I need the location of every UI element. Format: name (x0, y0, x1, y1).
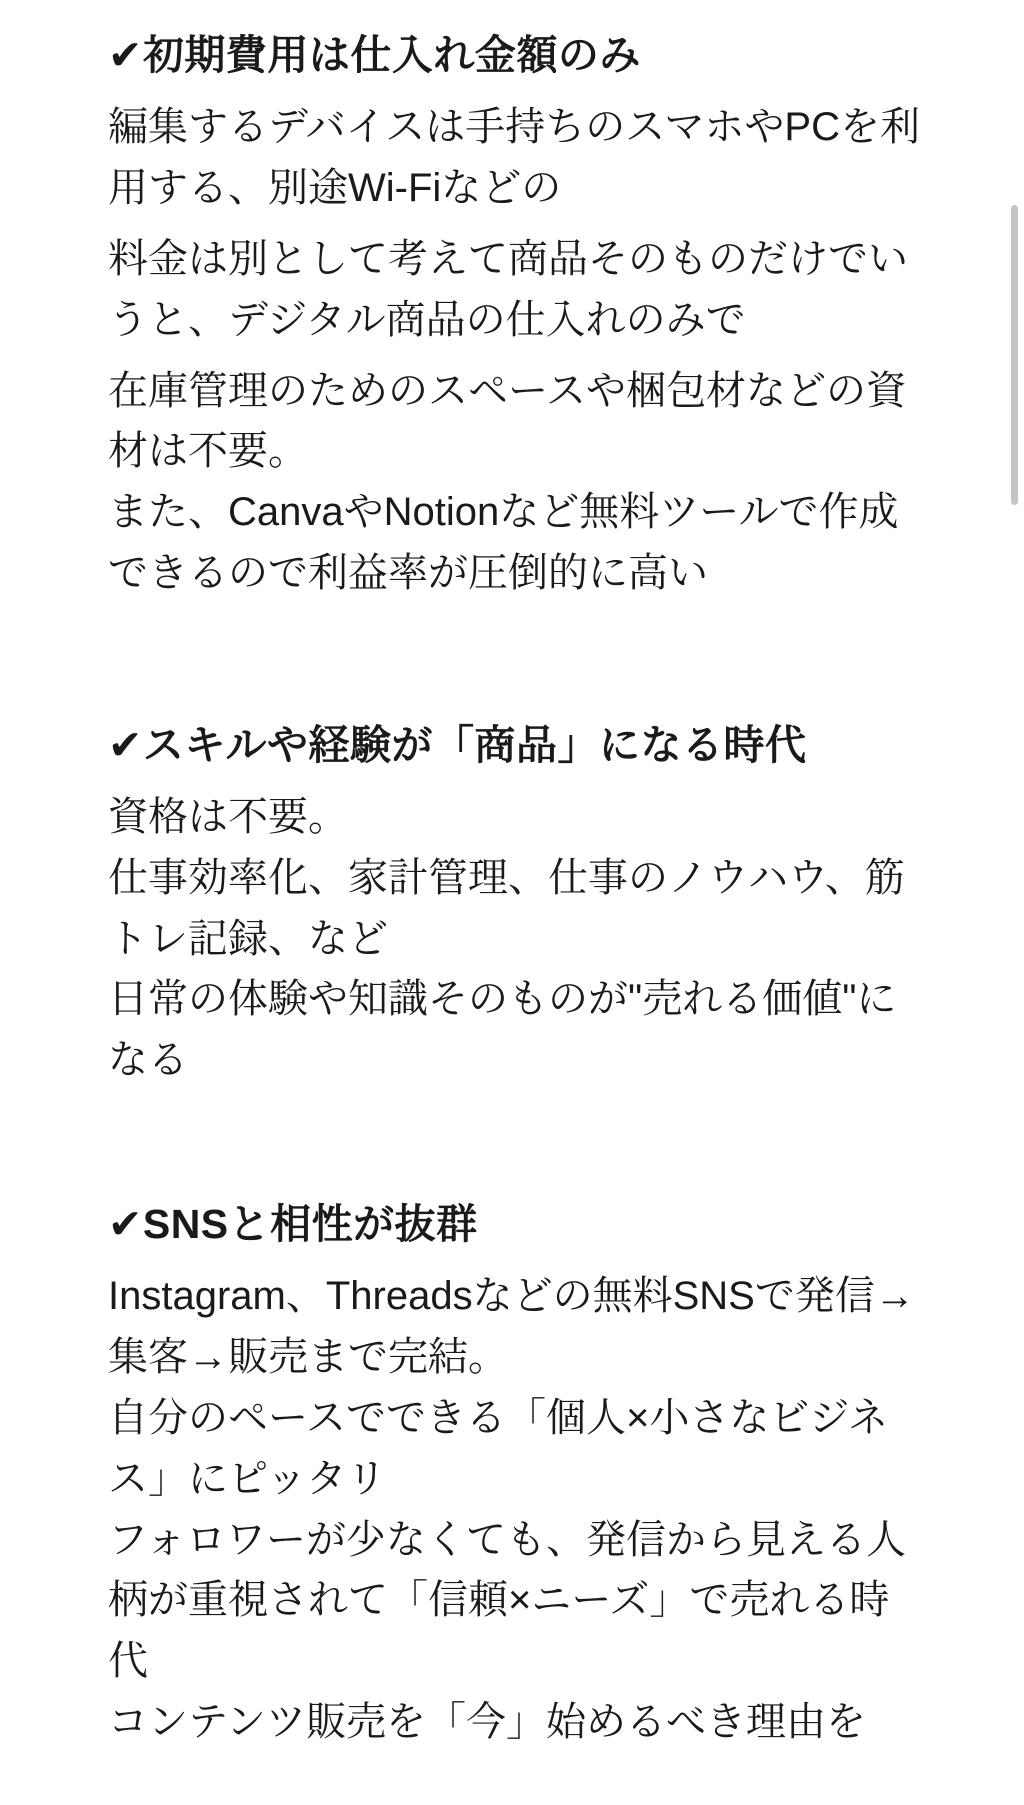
paragraph: 自分のペースでできる「個人×小さなビジネス」にピッタリ (108, 1395, 889, 1501)
paragraph: Instagram、Threadsなどの無料SNSで発信→集客→販売まで完結。 (108, 1274, 915, 1380)
section-sns-compatibility (108, 1197, 924, 1753)
paragraph: コンテンツ販売を「今」始めるべき理由を (108, 1699, 866, 1744)
section-spacer (108, 614, 924, 718)
paragraph: フォロワーが少なくても、発信から見える人柄が重視されて「信頼×ニーズ」で売れる時代 (108, 1517, 906, 1684)
section-skill-experience (108, 718, 924, 1091)
section-heading: ✔SNSと相性が抜群 (108, 1201, 478, 1248)
paragraph: 編集するデバイスは手持ちのスマホやPCを利用する、別途Wi-Fiなどの (108, 105, 920, 211)
paragraph: 料金は別として考えて商品そのものだけでいうと、デジタル商品の仕入れのみで (108, 236, 908, 342)
section-heading: ✔スキルや経験が「商品」になる時代 (108, 721, 807, 768)
scrollbar-thumb[interactable] (1011, 205, 1018, 505)
paragraph: 資格は不要。 (108, 795, 348, 840)
section-heading: ✔初期費用は仕入れ金額のみ (108, 32, 641, 78)
paragraph: 在庫管理のためのスペースや梱包材などの資材は不要。 (108, 368, 906, 474)
paragraph: 仕事効率化、家計管理、仕事のノウハウ、筋トレ記録、など (108, 855, 905, 961)
section-initial-cost (108, 28, 924, 604)
paragraph: また、CanvaやNotionなど無料ツールで作成できるので利益率が圧倒的に高い (108, 490, 899, 595)
paragraph: 日常の体験や知識そのものが"売れる価値"になる (108, 977, 897, 1083)
section-spacer (108, 1101, 924, 1197)
